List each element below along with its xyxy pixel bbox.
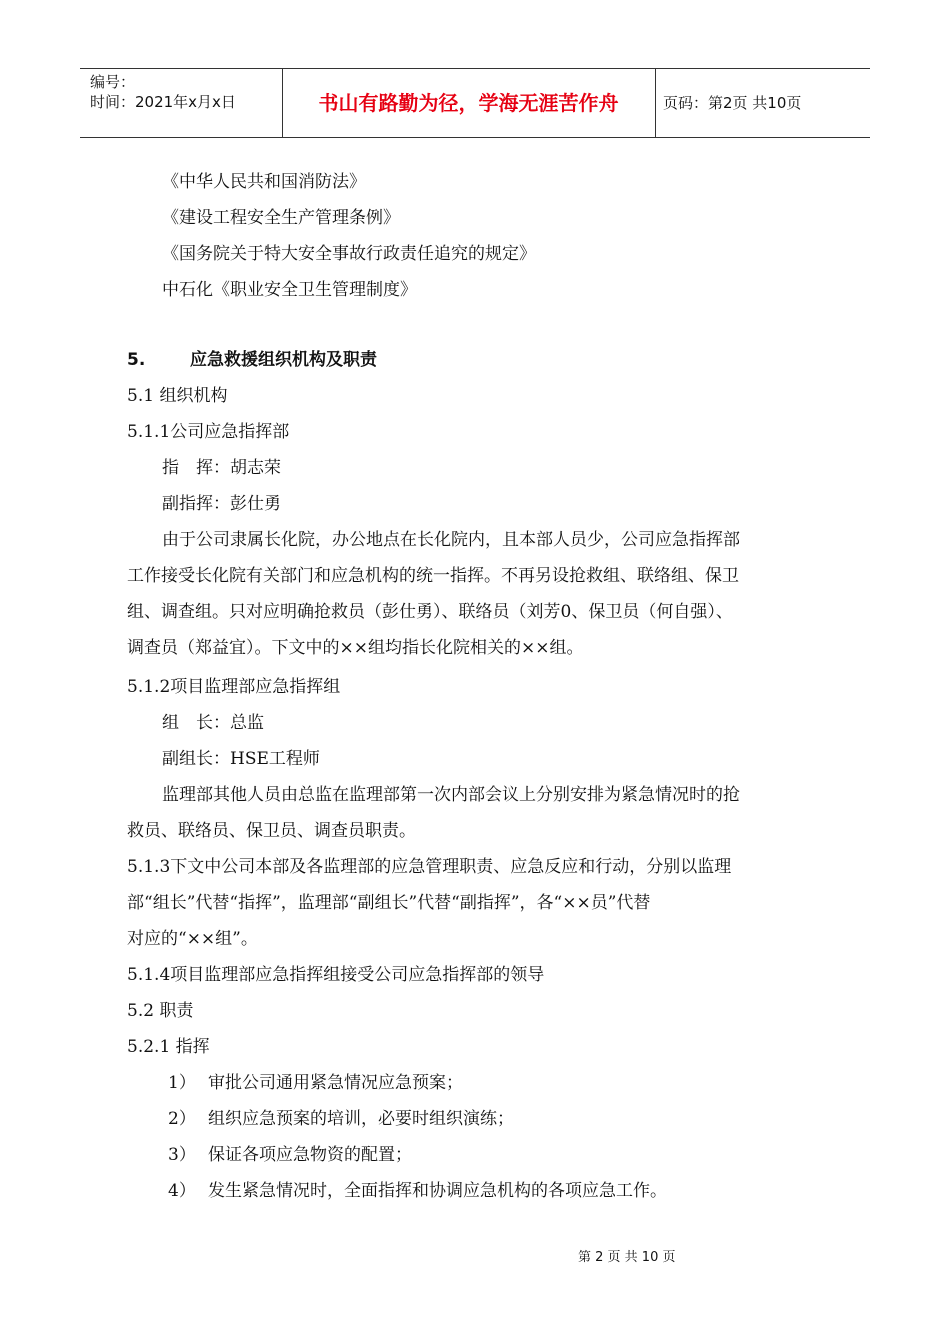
paragraph-line: 5.1.3下文中公司本部及各监理部的应急管理职责、应急反应和行动，分别以监理: [127, 857, 732, 877]
law-item: 《建设工程安全生产管理条例》: [162, 208, 400, 228]
duty-number: 1）: [168, 1073, 196, 1093]
law-item: 《中华人民共和国消防法》: [162, 172, 366, 192]
duty-number: 3）: [168, 1145, 196, 1165]
duty-number: 2）: [168, 1109, 196, 1129]
subsection-heading: 5.1.4项目监理部应急指挥组接受公司应急指挥部的领导: [127, 965, 545, 985]
page-info: 页码：第2页 共10页: [663, 94, 802, 112]
duty-text: 组织应急预案的培训，必要时组织演练；: [208, 1109, 514, 1129]
subsection-heading: 5.1.2项目监理部应急指挥组: [127, 677, 341, 697]
subsection-heading: 5.2.1 指挥: [127, 1037, 210, 1057]
law-item: 中石化《职业安全卫生管理制度》: [162, 280, 417, 300]
commander-line: 指 挥：胡志荣: [162, 458, 281, 478]
vice-commander-line: 副指挥：彭仕勇: [162, 494, 281, 514]
page-header: [80, 68, 870, 138]
duty-text: 审批公司通用紧急情况应急预案；: [208, 1073, 463, 1093]
paragraph-line: 对应的“××组”。: [127, 929, 258, 949]
paragraph-line: 由于公司隶属长化院，办公地点在长化院内，且本部人员少，公司应急指挥部: [162, 530, 740, 550]
subsection-heading: 5.1 组织机构: [127, 386, 228, 406]
section-number: 5.: [127, 350, 146, 370]
header-motto: 书山有路勤为径，学海无涯苦作舟: [318, 91, 619, 115]
paragraph-line: 工作接受长化院有关部门和应急机构的统一指挥。不再另设抢救组、联络组、保卫: [127, 566, 739, 586]
header-divider: [655, 69, 656, 137]
leader-line: 组 长：总监: [162, 713, 264, 733]
law-item: 《国务院关于特大安全事故行政责任追究的规定》: [162, 244, 536, 264]
paragraph-line: 调查员（郑益宜）。下文中的××组均指长化院相关的××组。: [127, 638, 584, 658]
duty-number: 4）: [168, 1181, 196, 1201]
subsection-heading: 5.1.1公司应急指挥部: [127, 422, 290, 442]
paragraph-line: 组、调查组。只对应明确抢救员（彭仕勇）、联络员（刘芳0、保卫员（何自强）、: [127, 602, 733, 622]
duty-text: 保证各项应急物资的配置；: [208, 1145, 412, 1165]
paragraph-line: 部“组长”代替“指挥”，监理部“副组长”代替“副指挥”，各“××员”代替: [127, 893, 651, 913]
header-meta: [90, 72, 236, 112]
section-title: 应急救援组织机构及职责: [190, 350, 377, 370]
page-footer: 第 2 页 共 10 页: [578, 1250, 676, 1265]
duty-text: 发生紧急情况时，全面指挥和协调应急机构的各项应急工作。: [208, 1181, 667, 1201]
time-label: 时间：2021年x月x日: [90, 93, 236, 111]
subsection-heading: 5.2 职责: [127, 1001, 194, 1021]
paragraph-line: 救员、联络员、保卫员、调查员职责。: [127, 821, 416, 841]
vice-leader-line: 副组长：HSE工程师: [162, 749, 320, 769]
paragraph-line: 监理部其他人员由总监在监理部第一次内部会议上分别安排为紧急情况时的抢: [162, 785, 740, 805]
number-label: 编号：: [90, 73, 136, 91]
